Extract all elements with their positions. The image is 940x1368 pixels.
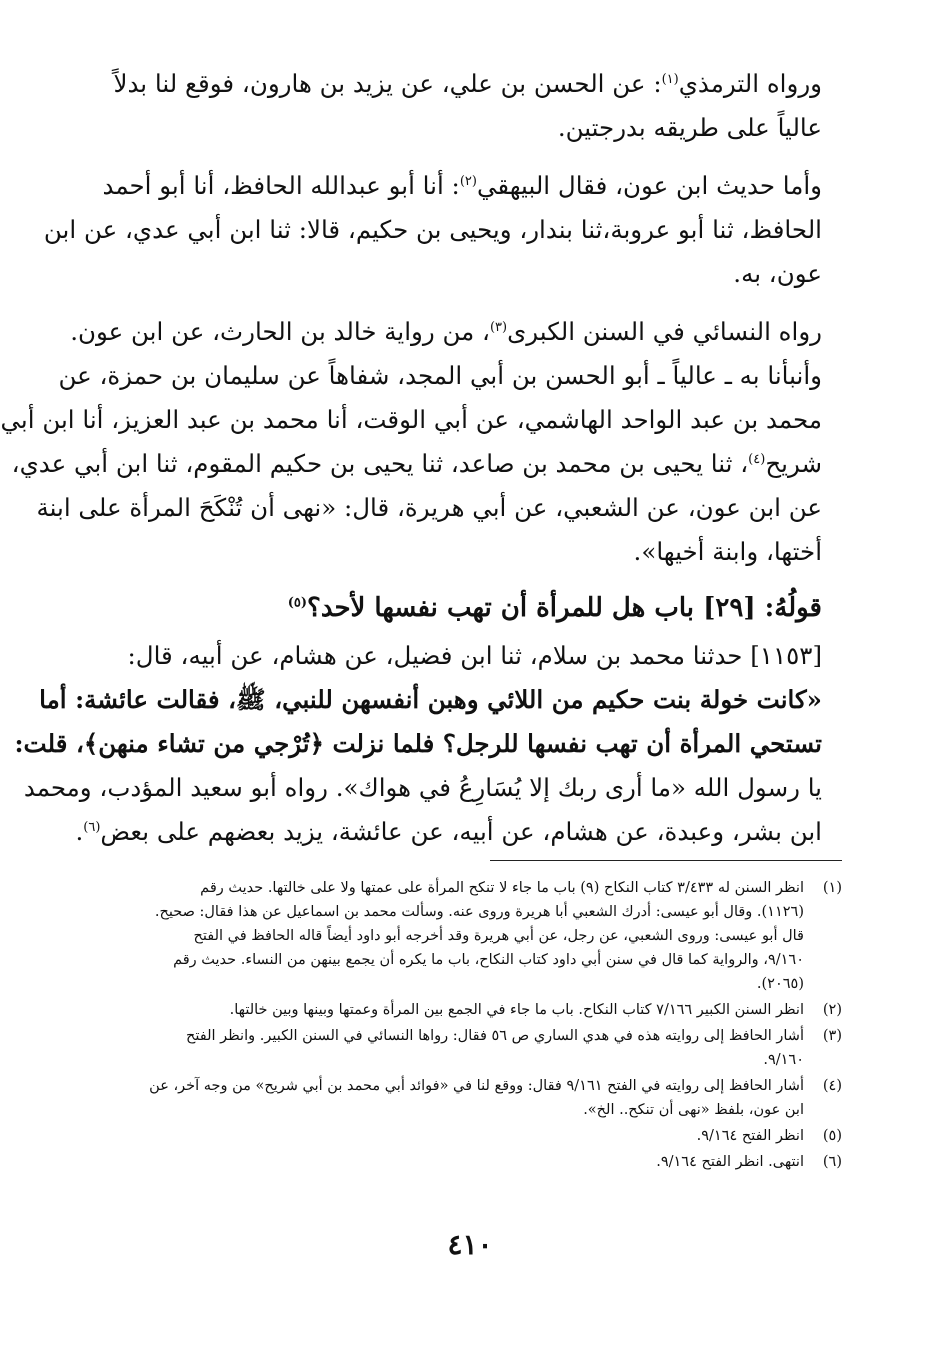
text-line: عالياً على طريقه بدرجتين.	[557, 113, 822, 142]
text-line: ورواه الترمذي$^{(١)}$: عن الحسن بن علي، عن يزيد بن هارون، فوقع لنا بدلاً	[113, 69, 822, 98]
text-line: تستحي المرأة أن تهب نفسها للرجل؟ فلما نزلت ﴿تُرْجي من تشاء منهن﴾، قلت:	[14, 729, 822, 758]
footnote-ref: (٤)	[748, 451, 766, 467]
footnote	[98, 876, 842, 996]
footnote-ref: (٣)	[489, 319, 508, 335]
text-line: ابن بشر، وعبدة، عن هشام، عن أبيه، عن عائشة، يزيد بعضهم على بعض$^{(٦)}$.	[75, 817, 822, 846]
footnote	[98, 1074, 842, 1122]
paragraph-hadith	[14, 634, 822, 854]
footnote-text: أشار الحافظ إلى روايته هذه في هدي الساري ص ٥٦ فقال: رواها النسائي في السنن الكبير. وانظر الفتح ٩/١٦٠.	[186, 1028, 804, 1068]
footnote-ref: (٢)	[459, 173, 477, 189]
footnote-separator	[490, 860, 842, 861]
text-line: شريح$^{(٤)}$، ثنا يحيى بن محمد بن صاعد، ثنا يحيى بن حكيم المقوم، ثنا ابن أبي عدي،	[11, 449, 822, 478]
footnote-text: انظر الفتح ٩/١٦٤.	[696, 1128, 804, 1144]
footnote-text: انظر السنن له ٣/٤٣٣ كتاب النكاح (٩) باب ما جاء لا تنكح المرأة على عمتها ولا على خالتها. حديث رقم (١١٢٦). وقال أبو عيسى: أدرك الشعبي أبا هريرة وروى عنه. وسألت محمد بن اسماعيل عن هذا فقال: صحيح. قال أبو عيسى: وروى الشعبي، عن رجل، عن أبي هريرة وقد أخرجه أبو داود أيضاً قاله الحافظ في الفتح ٩/١٦٠، والرواية كما قال في سنن أبي داود كتاب النكاح، باب ما يكره أن يجمع بينهن من النساء. حديث رقم (٢٠٦٥).	[154, 880, 804, 992]
text-line: عون، به.	[733, 259, 822, 288]
text-line: وأما حديث ابن عون، فقال البيهقي$^{(٢)}$: أنا أبو عبدالله الحافظ، أنا أبو أحمد	[102, 171, 822, 200]
footnote-number: (٢)	[822, 1002, 842, 1018]
footnote-text: انتهى. انظر الفتح ٩/١٦٤.	[656, 1154, 804, 1170]
paragraph-nasai	[0, 310, 822, 574]
footnote-text: أشار الحافظ إلى روايته في الفتح ٩/١٦١ فقال: ووقع لنا في «فوائد أبي محمد بن أبي شريح» من وجه آخر، عن ابن عون، بلفظ «نهى أن تنكح.. الخ».	[149, 1078, 804, 1118]
footnote-number: (٥)	[822, 1128, 842, 1144]
text-line: يا رسول الله «ما أرى ربك إلا يُسَارِعُ في هواك». رواه أبو سعيد المؤدب، ومحمد	[23, 773, 822, 802]
text-line: «كانت خولة بنت حكيم من اللائي وهبن أنفسهن للنبي، ﷺ، فقالت عائشة: أما	[39, 685, 822, 714]
text-line: عن ابن عون، عن الشعبي، عن أبي هريرة، قال: «نهى أن تُنْكَحَ المرأة على ابنة	[36, 493, 822, 522]
text-line: أختها، وابنة أخيها».	[633, 537, 822, 566]
footnote-ref: (٥)	[287, 595, 308, 611]
footnote-number: (٤)	[822, 1078, 842, 1094]
text-line: الحافظ، ثنا أبو عروبة،ثنا بندار، ويحيى بن حكيم، قالا: ثنا ابن أبي عدي، عن ابن	[43, 215, 822, 244]
footnote-number: (٦)	[822, 1154, 842, 1170]
paragraph-bayhaqi	[43, 164, 822, 296]
footnote-text: انظر السنن الكبير ٧/١٦٦ كتاب النكاح. باب ما جاء في الجمع بين المرأة وعمتها وبينها وبين خالتها.	[229, 1002, 804, 1018]
footnotes	[98, 876, 842, 1176]
chapter-heading: قولُهُ: [٢٩] باب هل للمرأة أن تهب نفسها لأحد؟$^{(٥)}$	[287, 593, 822, 623]
footnote	[98, 1150, 842, 1174]
text-line: رواه النسائي في السنن الكبرى$^{(٣)}$، من رواية خالد بن الحارث، عن ابن عون.	[70, 317, 822, 346]
page-number: ٤١٠	[447, 1228, 493, 1261]
text-line: [١١٥٣] حدثنا محمد بن سلام، ثنا ابن فضيل، عن هشام، عن أبيه، قال:	[127, 641, 822, 670]
paragraph-tirmidhi	[78, 62, 822, 150]
footnote	[98, 998, 842, 1022]
footnote-number: (١)	[822, 880, 842, 896]
text-line: محمد بن عبد الواحد الهاشمي، عن أبي الوقت، أنا محمد بن عبد العزيز، أنا ابن أبي	[0, 405, 822, 434]
footnote	[98, 1024, 842, 1072]
footnote	[98, 1124, 842, 1148]
text-line: وأنبأنا به ـ عالياً ـ أبو الحسن بن أبي المجد، شفاهاً عن سليمان بن حمزة، عن	[58, 361, 822, 390]
footnote-number: (٣)	[822, 1028, 842, 1044]
footnote-ref: (١)	[661, 71, 679, 87]
footnote-ref: (٦)	[83, 819, 101, 835]
